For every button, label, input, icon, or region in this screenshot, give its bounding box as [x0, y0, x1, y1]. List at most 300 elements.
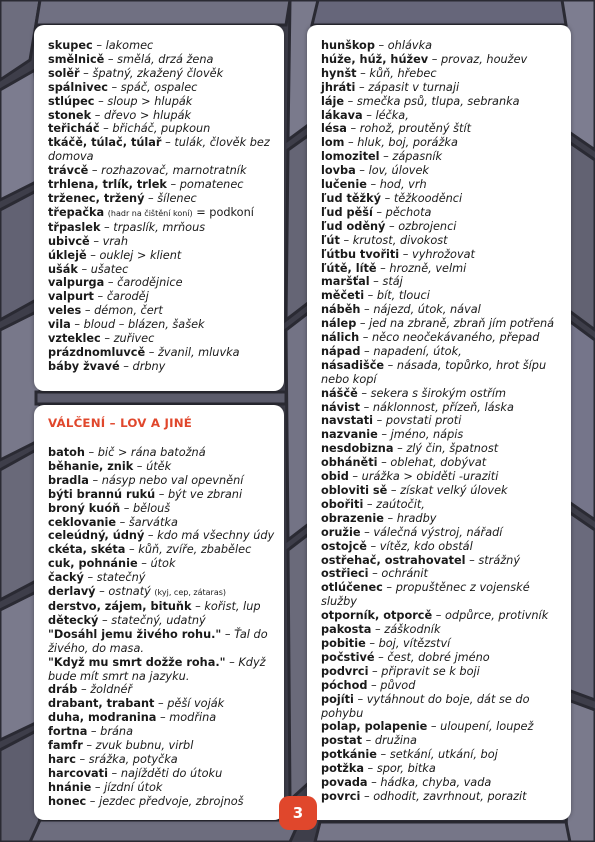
glossary-entry: obrazenie – hradby: [321, 511, 437, 525]
entry-term: skupec: [48, 39, 93, 52]
entry-definition: srážka, potyčka: [88, 752, 178, 766]
entry-term: hynšt: [321, 66, 357, 80]
entry-term: ľud těžký: [321, 191, 381, 205]
entry-definition: špatný, zkažený člověk: [92, 66, 224, 80]
entry-term: pakosta: [321, 623, 372, 637]
section-title: VÁLČENÍ – LOV A JINÉ: [48, 416, 193, 430]
glossary-entry: celeúdný, údný – kdo má všechny údy: [48, 529, 275, 543]
entry-term: polap, polapenie: [321, 720, 428, 734]
glossary-entry: derlavý – ostnatý (kyj, cep, zátaras): [48, 585, 227, 599]
entry-definition: kůň, zvíře, zbabělec: [138, 543, 252, 557]
entry-term: býti brannú rukú: [48, 487, 156, 501]
glossary-entry: prázdnomluvcě – žvanil, mluvka: [48, 345, 240, 359]
entry-term: otporník, otporcě: [321, 609, 433, 623]
entry-term: otlúčenec: [321, 581, 383, 595]
glossary-entry: ušák – ušatec: [48, 262, 129, 276]
entry-term: nálep: [321, 317, 357, 331]
glossary-entry: pojíti – vytáhnout do boje, dát se do pohybu: [321, 692, 530, 720]
glossary-entry: cuk, pohnánie – útok: [48, 557, 176, 571]
entry-definition: hradby: [396, 511, 437, 525]
entry-definition: ohlávka: [387, 39, 433, 52]
entry-definition: vrah: [102, 234, 128, 248]
entry-definition: setkání, utkání, boj: [389, 748, 498, 762]
entry-definition: sloup > hlupák: [107, 94, 193, 108]
glossary-entry: pobitie – boj, vítězství: [321, 636, 451, 650]
entry-term: vila: [48, 318, 71, 332]
entry-definition: brána: [100, 725, 133, 739]
entry-definition: smělá, drzá žena: [117, 52, 214, 66]
entry-term: potžka: [321, 762, 364, 776]
glossary-entry: čacký – statečný: [48, 571, 146, 585]
entry-definition: = podkoní: [196, 205, 254, 219]
glossary-entry: nálich – něco neočekávaného, přepad: [321, 331, 540, 345]
glossary-entry: báby žvavé – drbny: [48, 359, 166, 373]
entry-definition: kdo má všechny údy: [157, 529, 275, 543]
entry-definition: uloupení, loupež: [440, 720, 534, 734]
glossary-entry: ubivcě – vrah: [48, 234, 128, 248]
entry-term: běhanie, znik: [48, 459, 134, 473]
glossary-entry: ostřehač, ostrahovatel – strážný: [321, 553, 521, 567]
glossary-entry: dětecký – statečný, udatný: [48, 613, 206, 627]
glossary-entry: valpurt – čaroděj: [48, 290, 149, 304]
entry-term: báby žvavé: [48, 359, 120, 373]
glossary-entry: polap, polapenie – uloupení, loupež: [321, 720, 534, 734]
entry-definition: oblehat, dobývat: [390, 456, 487, 470]
entry-term: spálnivec: [48, 80, 108, 94]
entry-term: stlúpec: [48, 94, 95, 108]
glossary-entry: lom – hluk, boj, porážka: [321, 136, 458, 150]
entry-term: batoh: [48, 446, 85, 459]
entry-definition: násyp nebo val opevnění: [101, 473, 244, 487]
entry-term: pobitie: [321, 636, 366, 650]
entry-term: trávcě: [48, 164, 89, 178]
glossary-entry: ľud oděný – ozbrojenci: [321, 219, 457, 233]
entry-term: náščě: [321, 386, 358, 400]
glossary-entry: dráb – žoldnéř: [48, 683, 133, 697]
entry-definition: ochránit: [381, 567, 428, 581]
glossary-entry: stlúpec – sloup > hlupák: [48, 94, 193, 108]
entry-term: potkánie: [321, 748, 377, 762]
glossary-entry: batoh – bič > rána batožná: [48, 446, 206, 459]
entry-definition: zaútočit,: [376, 497, 425, 511]
entry-definition: vyhrožovat: [412, 247, 475, 261]
entry-definition: najížděti do útoku: [120, 766, 223, 780]
entry-definition: žvanil, mluvka: [158, 345, 240, 359]
entry-definition: napadení, útok,: [373, 344, 462, 358]
entry-definition: pomatenec: [179, 178, 244, 192]
entry-term: ubivcě: [48, 234, 90, 248]
entry-term: nápad: [321, 344, 361, 358]
glossary-entry: pakosta – záškodník: [321, 623, 441, 637]
glossary-entry: derstvo, zájem, bituňk – kořist, lup: [48, 599, 261, 613]
glossary-entry: lésa – rohož, proutěný štít: [321, 122, 472, 136]
entry-term: trhlena, trlík, trlek: [48, 178, 167, 192]
entry-term: derstvo, zájem, bituňk: [48, 599, 192, 613]
entry-term: třepačka: [48, 205, 105, 219]
entry-term: pojíti: [321, 692, 354, 706]
glossary-entry: ľút – krutost, divokost: [321, 233, 448, 247]
glossary-entry: bradla – násyp nebo val opevnění: [48, 473, 244, 487]
entry-term: ostřehač, ostrahovatel: [321, 553, 466, 567]
entry-term: "Dosáhl jemu živého rohu.": [48, 627, 222, 641]
glossary-entry: valpurga – čarodějnice: [48, 276, 183, 290]
entry-definition: modřina: [169, 711, 217, 725]
entry-term: lučenie: [321, 178, 367, 192]
entry-definition: náklonnost, přízeň, láska: [372, 400, 514, 414]
glossary-entry: ľud těžký – těžkooděnci: [321, 191, 463, 205]
glossary-entry: ostřieci – ochránit: [321, 567, 428, 581]
glossary-entry: hnánie – jízdní útok: [48, 780, 163, 794]
glossary-entry: nazvanie – jméno, nápis: [321, 428, 464, 442]
entry-note: (hadr na čištění koní): [107, 208, 193, 218]
glossary-entry: ceklovanie – šarvátka: [48, 515, 178, 529]
entry-term: drabant, trabant: [48, 697, 155, 711]
glossary-entry: smělnicě – smělá, drzá žena: [48, 52, 214, 66]
entry-term: póchod: [321, 678, 368, 692]
glossary-entry: húže, húž, húžev – provaz, houžev: [321, 52, 528, 66]
glossary-entry: broný kuóň – bělouš: [48, 501, 171, 515]
entry-definition: být ve zbrani: [168, 487, 243, 501]
glossary-entry: veles – démon, čert: [48, 304, 163, 318]
entry-definition: kořist, lup: [204, 599, 261, 613]
entry-term: počstivé: [321, 650, 375, 664]
entry-definition: šarvátka: [128, 515, 178, 529]
entry-definition: získat velký úlovek: [400, 484, 508, 497]
entry-term: nálich: [321, 331, 360, 345]
glossary-entry: lomozitel – zápasník: [321, 150, 443, 164]
entry-term: famfr: [48, 739, 83, 753]
glossary-entry: postat – družina: [321, 734, 417, 748]
entry-term: tkáčě, túlač, túlař: [48, 136, 162, 150]
entry-term: prázdnomluvcě: [48, 345, 146, 359]
entry-term: derlavý: [48, 585, 96, 599]
entry-term: cuk, pohnánie: [48, 557, 138, 571]
entry-definition: útěk: [146, 459, 172, 473]
glossary-entry: otlúčenec – propuštěnec z vojenské služby: [321, 581, 530, 609]
entry-definition: družina: [374, 734, 417, 748]
glossary-entry: ľútě, lítě – hrozně, velmi: [321, 261, 467, 275]
entry-term: obrazenie: [321, 511, 384, 525]
glossary-entry: hynšt – kůň, hřebec: [321, 66, 437, 80]
entry-note: (kyj, cep, zátaras): [154, 588, 227, 598]
glossary-entry: podvrci – připravit se k boji: [321, 664, 480, 678]
entry-definition: válečná výstroj, nářadí: [373, 525, 503, 539]
entry-definition: dřevo > hlupák: [103, 108, 192, 122]
glossary-entry: harc – srážka, potyčka: [48, 752, 178, 766]
entry-term: ľútbu tvořiti: [321, 247, 400, 261]
entry-definition: rozhazovač, marnotratník: [101, 164, 247, 178]
entry-term: smělnicě: [48, 52, 105, 66]
entry-definition: násada, topůrko, hrot šípu nebo kopí: [321, 358, 547, 386]
entry-definition: ozbrojenci: [398, 219, 457, 233]
glossary-entry: trhlena, trlík, trlek – pomatenec: [48, 178, 244, 192]
glossary-entry: stonek – dřevo > hlupák: [48, 108, 192, 122]
entry-definition: Když bude mít smrt na jazyku.: [48, 655, 266, 683]
entry-definition: útok: [150, 557, 176, 571]
entry-term: veles: [48, 304, 82, 318]
glossary-entry: obid – urážka > obiděti -uraziti: [321, 470, 499, 484]
entry-term: honec: [48, 794, 87, 808]
entry-term: dětecký: [48, 613, 99, 627]
glossary-entry: vila – bloud – blázen, šašek: [48, 318, 205, 332]
entry-term: nesdobizna: [321, 442, 394, 456]
entry-definition: zvuk bubnu, virbl: [95, 739, 194, 753]
entry-term: obid: [321, 470, 349, 484]
entry-term: ušák: [48, 262, 78, 276]
entry-term: úklejě: [48, 248, 87, 262]
glossary-entry: návist – náklonnost, přízeň, láska: [321, 400, 514, 414]
entry-definition: záškodník: [384, 623, 441, 637]
entry-definition: ouklej > klient: [99, 248, 182, 262]
glossary-entry: "Dosáhl jemu živého rohu." – Ťal do živého, do masa.: [48, 627, 268, 655]
entry-definition: ostnatý: [108, 585, 151, 599]
entry-term: třpaslek: [48, 220, 101, 234]
entry-definition: jízdní útok: [104, 780, 163, 794]
glossary-entry: obháněti – oblehat, dobývat: [321, 456, 487, 470]
entry-term: bradla: [48, 473, 89, 487]
entry-definition: povstati proti: [385, 414, 462, 428]
entry-definition: jed na zbraně, zbraň jím potřená: [369, 317, 555, 331]
entry-term: ostřieci: [321, 567, 369, 581]
entry-definition: bič > rána batožná: [97, 446, 206, 459]
entry-term: duha, modranina: [48, 711, 157, 725]
glossary-entry: famfr – zvuk bubnu, virbl: [48, 739, 194, 753]
glossary-entry: obořiti – zaútočit,: [321, 497, 425, 511]
entry-definition: vytáhnout do boje, dát se do pohybu: [321, 692, 530, 720]
entry-term: obořiti: [321, 497, 364, 511]
entry-definition: nájezd, útok, nával: [373, 303, 481, 317]
entry-definition: tulák, člověk bez domova: [48, 136, 270, 164]
entry-definition: Ťal do živého, do masa.: [48, 627, 268, 655]
entry-definition: smečka psů, tlupa, sebranka: [356, 94, 520, 108]
glossary-entry: skupec – lakomec: [48, 39, 154, 52]
entry-term: teřicháč: [48, 122, 100, 136]
glossary-entry: běhanie, znik – útěk: [48, 459, 172, 473]
entry-term: broný kuóň: [48, 501, 121, 515]
glossary-entry: póchod – původ: [321, 678, 416, 692]
glossary-entry: trávcě – rozhazovač, marnotratník: [48, 164, 247, 178]
entry-term: trženec, tržený: [48, 191, 145, 205]
glossary-entry: lákava – léčka,: [321, 108, 409, 122]
entry-definition: statečný, udatný: [111, 613, 206, 627]
entry-term: "Když mu smrt dožže roha.": [48, 655, 226, 669]
entry-term: oružie: [321, 525, 361, 539]
entry-term: podvrci: [321, 664, 369, 678]
entry-definition: zuřivec: [113, 332, 155, 346]
entry-definition: trpaslík, mrňous: [113, 220, 206, 234]
entry-definition: lakomec: [105, 39, 154, 52]
page-number: 3: [279, 796, 317, 830]
entry-term: čacký: [48, 571, 84, 585]
entry-definition: bělouš: [132, 501, 171, 515]
entry-definition: provaz, houžev: [440, 52, 528, 66]
entry-term: harc: [48, 752, 76, 766]
entry-definition: sekera s širokým ostřím: [370, 386, 506, 400]
glossary-entry: ckéta, skéta – kůň, zvíře, zbabělec: [48, 543, 252, 557]
glossary-entry: lovba – lov, úlovek: [321, 164, 429, 178]
glossary-entry: třpaslek – trpaslík, mrňous: [48, 220, 206, 234]
entry-definition: strážný: [478, 553, 521, 567]
glossary-entry: honec – jezdec předvoje, zbrojnoš: [48, 794, 244, 808]
entry-definition: pěchota: [385, 205, 432, 219]
entry-term: ceklovanie: [48, 515, 117, 529]
glossary-entry: oružie – válečná výstroj, nářadí: [321, 525, 503, 539]
entry-term: valpurga: [48, 276, 105, 290]
entry-definition: původ: [380, 678, 416, 692]
glossary-entry: drabant, trabant – pěší voják: [48, 697, 225, 711]
glossary-entry: harcovati – najížděti do útoku: [48, 766, 223, 780]
glossary-entry: duha, modranina – modřina: [48, 711, 217, 725]
entry-definition: krutost, divokost: [352, 233, 448, 247]
glossary-column-3: [321, 39, 567, 804]
entry-term: lésa: [321, 122, 347, 136]
entry-definition: zápasit v turnaji: [368, 80, 460, 94]
entry-definition: lov, úlovek: [368, 164, 429, 178]
entry-term: stonek: [48, 108, 92, 122]
entry-definition: bít, tlouci: [376, 289, 430, 303]
entry-term: ckéta, skéta: [48, 543, 126, 557]
entry-term: měčeti: [321, 289, 365, 303]
entry-term: húže, húž, húžev: [321, 52, 429, 66]
entry-definition: bloud – blázen, šašek: [83, 318, 205, 332]
glossary-entry: láje – smečka psů, tlupa, sebranka: [321, 94, 520, 108]
entry-definition: démon, čert: [94, 304, 163, 318]
entry-definition: čest, dobré jméno: [387, 650, 490, 664]
entry-term: lomozitel: [321, 150, 380, 164]
glossary-entry: povada – hádka, chyba, vada: [321, 776, 492, 790]
entry-definition: žoldnéř: [90, 683, 133, 697]
entry-term: lákava: [321, 108, 363, 122]
entry-definition: břicháč, pupkoun: [112, 122, 211, 136]
entry-definition: propuštěnec z vojenské služby: [321, 581, 530, 609]
entry-definition: rohož, proutěný štít: [359, 122, 472, 136]
entry-term: valpurt: [48, 290, 94, 304]
entry-term: navstati: [321, 414, 374, 428]
glossary-entry: fortna – brána: [48, 725, 133, 739]
glossary-entry: maršťal – stáj: [321, 275, 403, 289]
entry-definition: kůň, hřebec: [369, 66, 437, 80]
entry-definition: odhodit, zavrhnout, porazit: [373, 789, 527, 803]
entry-definition: pěší voják: [167, 697, 225, 711]
glossary-entry: nápad – napadení, útok,: [321, 344, 462, 358]
entry-term: násadišče: [321, 358, 385, 372]
glossary-entry: ostojcě – vítěz, kdo obstál: [321, 539, 473, 553]
entry-term: maršťal: [321, 275, 370, 289]
glossary-entry: jhráti – zápasit v turnaji: [321, 80, 460, 94]
entry-term: harcovati: [48, 766, 108, 780]
glossary-entry: ľútbu tvořiti – vyhrožovat: [321, 247, 475, 261]
entry-term: obháněti: [321, 456, 378, 470]
glossary-entry: násadišče – násada, topůrko, hrot šípu nebo kopí: [321, 358, 547, 386]
entry-term: ľud oděný: [321, 219, 386, 233]
entry-term: ľút: [321, 233, 340, 247]
entry-definition: ušatec: [90, 262, 129, 276]
entry-term: jhráti: [321, 80, 356, 94]
entry-term: postat: [321, 734, 362, 748]
entry-definition: něco neočekávaného, přepad: [372, 331, 540, 345]
entry-term: povada: [321, 776, 368, 790]
glossary-entry: teřicháč – břicháč, pupkoun: [48, 122, 211, 136]
glossary-entry: otporník, otporcě – odpůrce, protivník: [321, 609, 549, 623]
entry-term: láje: [321, 94, 345, 108]
entry-term: náběh: [321, 303, 361, 317]
entry-term: dráb: [48, 683, 78, 697]
entry-definition: čaroděj: [106, 290, 149, 304]
glossary-entry: náběh – nájezd, útok, nával: [321, 303, 481, 317]
entry-definition: boj, vítězství: [378, 636, 451, 650]
entry-definition: hod, vrh: [379, 178, 427, 192]
glossary-column-2: [48, 446, 280, 809]
glossary-entry: měčeti – bít, tlouci: [321, 289, 430, 303]
entry-term: vzteklec: [48, 332, 101, 346]
glossary-entry: solěř – špatný, zkažený člověk: [48, 66, 224, 80]
entry-definition: zlý čin, špatnost: [406, 442, 499, 456]
entry-definition: hrozně, velmi: [389, 261, 467, 275]
glossary-entry: úklejě – ouklej > klient: [48, 248, 182, 262]
entry-definition: urážka > obiděti -uraziti: [361, 470, 499, 484]
glossary-entry: lučenie – hod, vrh: [321, 178, 427, 192]
glossary-entry: obloviti sě – získat velký úlovek: [321, 484, 508, 497]
entry-term: ostojcě: [321, 539, 367, 553]
glossary-entry: potkánie – setkání, utkání, boj: [321, 748, 498, 762]
entry-definition: spor, bitka: [376, 762, 436, 776]
entry-term: celeúdný, údný: [48, 529, 145, 543]
glossary-entry: trženec, tržený – šílenec: [48, 191, 197, 205]
entry-definition: odpůrce, protivník: [445, 609, 549, 623]
entry-definition: šílenec: [157, 191, 197, 205]
entry-definition: spáč, ospalec: [120, 80, 198, 94]
entry-definition: léčka,: [375, 108, 409, 122]
entry-definition: drbny: [132, 359, 166, 373]
glossary-entry: spálnivec – spáč, ospalec: [48, 80, 198, 94]
glossary-entry: tkáčě, túlač, túlař – tulák, člověk bez domova: [48, 136, 270, 164]
entry-term: fortna: [48, 725, 88, 739]
entry-term: solěř: [48, 66, 80, 80]
entry-definition: čarodějnice: [117, 276, 183, 290]
entry-definition: hádka, chyba, vada: [380, 776, 492, 790]
entry-definition: hluk, boj, porážka: [357, 136, 458, 150]
entry-definition: jméno, nápis: [390, 428, 464, 442]
glossary-entry: býti brannú rukú – být ve zbrani: [48, 487, 243, 501]
glossary-entry: hunškop – ohlávka: [321, 39, 433, 52]
glossary-entry: nesdobizna – zlý čin, špatnost: [321, 442, 499, 456]
glossary-entry: "Když mu smrt dožže roha." – Když bude mít smrt na jazyku.: [48, 655, 266, 683]
entry-definition: jezdec předvoje, zbrojnoš: [99, 794, 244, 808]
entry-term: povrci: [321, 789, 361, 803]
entry-definition: zápasník: [392, 150, 443, 164]
glossary-entry: ľud pěší – pěchota: [321, 205, 432, 219]
entry-term: ľud pěší: [321, 205, 373, 219]
entry-term: hnánie: [48, 780, 92, 794]
entry-term: ľútě, lítě: [321, 261, 377, 275]
glossary-entry: počstivé – čest, dobré jméno: [321, 650, 490, 664]
glossary-entry: náščě – sekera s širokým ostřím: [321, 386, 506, 400]
glossary-entry: potžka – spor, bitka: [321, 762, 436, 776]
entry-definition: těžkooděnci: [393, 191, 463, 205]
entry-definition: stáj: [382, 275, 403, 289]
entry-definition: vítěz, kdo obstál: [379, 539, 473, 553]
entry-term: lovba: [321, 164, 356, 178]
glossary-entry: [48, 206, 280, 221]
entry-term: obloviti sě: [321, 484, 388, 497]
glossary-column-1: [48, 39, 280, 374]
entry-term: návist: [321, 400, 361, 414]
entry-term: lom: [321, 136, 345, 150]
glossary-entry: nálep – jed na zbraně, zbraň jím potřená: [321, 317, 555, 331]
glossary-entry: povrci – odhodit, zavrhnout, porazit: [321, 789, 527, 803]
glossary-entry: navstati – povstati proti: [321, 414, 462, 428]
glossary-entry: vzteklec – zuřivec: [48, 332, 155, 346]
